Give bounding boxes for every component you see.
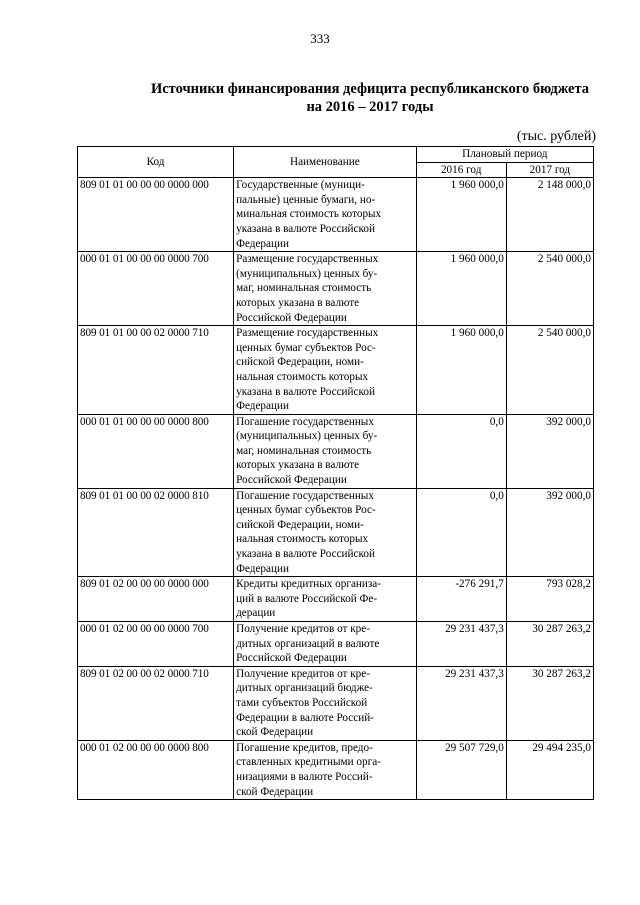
row-value-2017: 30 287 263,2 — [506, 666, 593, 740]
row-code: 000 01 02 00 00 00 0000 700 — [78, 622, 234, 667]
row-name-line: дитных организаций в валюте — [236, 637, 380, 650]
row-value-2017: 2 540 000,0 — [506, 326, 593, 415]
row-name-line: которых указана в валюте — [236, 459, 360, 472]
header-code: Код — [78, 147, 234, 178]
row-name-line: нальная стоимость которых — [236, 370, 369, 383]
row-name — [234, 178, 416, 252]
row-name-line: Погашение государственных — [236, 415, 374, 428]
table-row — [78, 252, 594, 326]
row-code: 000 01 02 00 00 00 0000 800 — [78, 740, 234, 799]
row-value-2017: 392 000,0 — [506, 414, 593, 488]
unit-note: (тыс. рублей) — [516, 129, 596, 144]
row-value-2017: 2 540 000,0 — [506, 252, 593, 326]
row-name — [234, 488, 416, 577]
table-row — [78, 622, 594, 667]
table-row — [78, 577, 594, 622]
row-code: 809 01 01 00 00 00 0000 000 — [78, 178, 234, 252]
row-name-line: (муниципальных) ценных бу- — [236, 430, 378, 443]
table-row — [78, 740, 594, 799]
row-name-line: указана в валюте Российской — [236, 548, 375, 561]
row-name-line: низациями в валюте Россий- — [236, 770, 373, 783]
row-code: 809 01 02 00 00 02 0000 710 — [78, 666, 234, 740]
table-row — [78, 414, 594, 488]
row-name-line: сийской Федерации, номи- — [236, 356, 364, 369]
row-value-2016: 0,0 — [416, 414, 506, 488]
row-name — [234, 622, 416, 667]
row-name-line: Федерации — [236, 400, 289, 413]
row-name-line: Федерации в валюте Россий- — [236, 711, 374, 724]
table-row — [78, 178, 594, 252]
row-code: 809 01 01 00 00 02 0000 710 — [78, 326, 234, 415]
row-name-line: дитных организаций бюдже- — [236, 682, 373, 695]
header-name: Наименование — [234, 147, 416, 178]
row-name-line: ций в валюте Российской Фе- — [236, 592, 378, 605]
row-name — [234, 577, 416, 622]
row-name-line: Размещение государственных — [236, 253, 379, 266]
row-name-line: (муниципальных) ценных бу- — [236, 267, 378, 280]
row-name-line: минальная стоимость которых — [236, 208, 382, 221]
row-name-line: Российской Федерации — [236, 311, 347, 324]
row-value-2016: 29 231 437,3 — [416, 622, 506, 667]
row-code: 000 01 01 00 00 00 0000 800 — [78, 414, 234, 488]
row-name-line: Российской Федерации — [236, 652, 347, 665]
table-header — [78, 147, 594, 178]
row-name-line: Размещение государственных — [236, 327, 379, 340]
row-name — [234, 414, 416, 488]
row-name-line: ставленных кредитными орга- — [236, 756, 381, 769]
page-number: 333 — [310, 31, 330, 46]
row-name-line: тами субъектов Российской — [236, 696, 368, 709]
row-value-2016: 29 507 729,0 — [416, 740, 506, 799]
header-year-2016: 2016 год — [416, 162, 506, 178]
row-name — [234, 252, 416, 326]
row-value-2017: 29 494 235,0 — [506, 740, 593, 799]
header-planned-period: Плановый период — [416, 147, 593, 163]
row-name-line: Федерации — [236, 562, 289, 575]
row-name-line: Получение кредитов от кре- — [236, 667, 370, 680]
row-name — [234, 326, 416, 415]
row-value-2016: 29 231 437,3 — [416, 666, 506, 740]
document-title — [120, 80, 620, 116]
row-name-line: Федерации — [236, 237, 289, 250]
row-name — [234, 666, 416, 740]
row-name-line: нальная стоимость которых — [236, 533, 369, 546]
row-name-line: указана в валюте Российской — [236, 222, 375, 235]
row-value-2017: 392 000,0 — [506, 488, 593, 577]
row-code: 809 01 01 00 00 02 0000 810 — [78, 488, 234, 577]
row-name-line: Кредиты кредитных организа- — [236, 578, 382, 591]
row-name-line: маг, номинальная стоимость — [236, 444, 372, 457]
row-name-line: указана в валюте Российской — [236, 385, 375, 398]
row-value-2016: 1 960 000,0 — [416, 178, 506, 252]
budget-sources-table — [77, 146, 594, 800]
row-value-2016: 1 960 000,0 — [416, 252, 506, 326]
row-name-line: ской Федерации — [236, 726, 314, 739]
table-row — [78, 666, 594, 740]
row-name-line: дерации — [236, 607, 276, 620]
header-year-2017: 2017 год — [506, 162, 593, 178]
row-name — [234, 740, 416, 799]
row-value-2017: 793 028,2 — [506, 577, 593, 622]
title-line-2: на 2016 – 2017 годы — [306, 99, 434, 115]
row-value-2016: 0,0 — [416, 488, 506, 577]
row-code: 809 01 02 00 00 00 0000 000 — [78, 577, 234, 622]
row-value-2017: 30 287 263,2 — [506, 622, 593, 667]
row-code: 000 01 01 00 00 00 0000 700 — [78, 252, 234, 326]
row-name-line: пальные) ценные бумаги, но- — [236, 193, 376, 206]
table-body — [78, 178, 594, 800]
row-name-line: Государственные (муници- — [236, 179, 365, 192]
row-name-line: ской Федерации — [236, 785, 314, 798]
row-name-line: Погашение государственных — [236, 489, 374, 502]
row-name-line: ценных бумаг субъектов Рос- — [236, 504, 376, 517]
row-name-line: Погашение кредитов, предо- — [236, 741, 373, 754]
row-name-line: Получение кредитов от кре- — [236, 623, 370, 635]
row-name-line: сийской Федерации, номи- — [236, 518, 364, 531]
row-name-line: которых указана в валюте — [236, 296, 360, 309]
row-value-2016: -276 291,7 — [416, 577, 506, 622]
row-name-line: маг, номинальная стоимость — [236, 282, 372, 295]
row-name-line: Российской Федерации — [236, 474, 347, 487]
table-row — [78, 326, 594, 415]
row-value-2016: 1 960 000,0 — [416, 326, 506, 415]
row-name-line: ценных бумаг субъектов Рос- — [236, 341, 376, 354]
table-row — [78, 488, 594, 577]
title-line-1: Источники финансирования дефицита республиканского бюджета — [150, 81, 590, 97]
row-value-2017: 2 148 000,0 — [506, 178, 593, 252]
